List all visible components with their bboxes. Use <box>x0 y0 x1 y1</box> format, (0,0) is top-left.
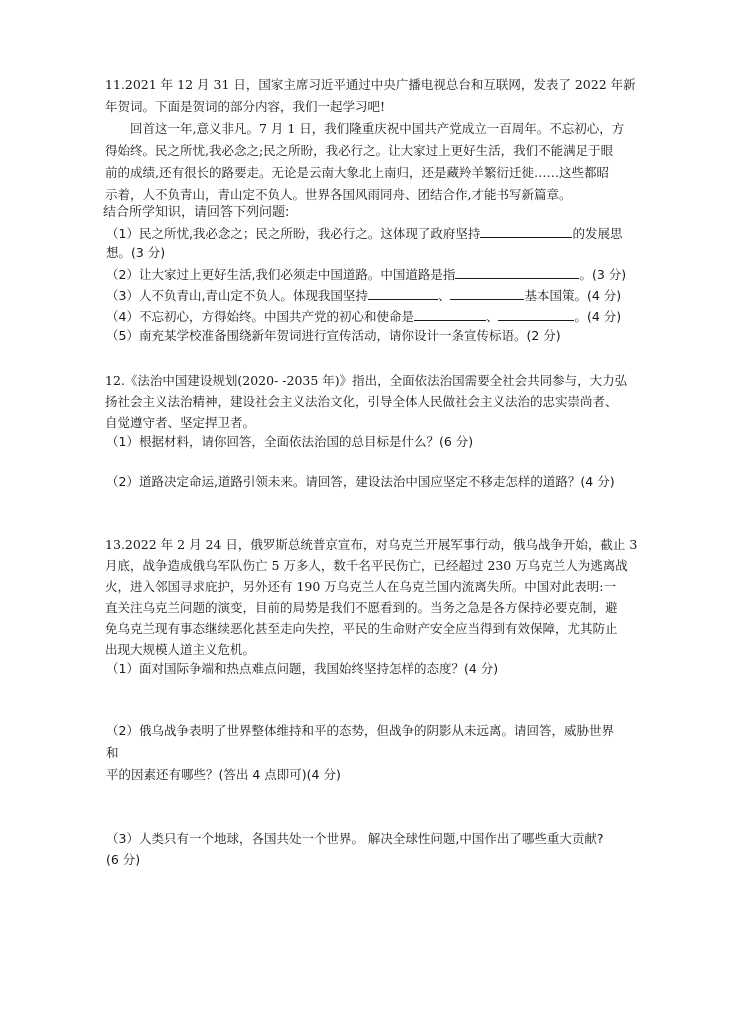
q13-stem-line-3: 火，进入邻国寻求庇护，另外还有 190 万乌克兰人在乌克兰国内流离失所。中国对此表明:一 <box>105 579 617 594</box>
q11-sub2-tail: 。(3 分) <box>579 267 627 282</box>
q13-stem-line-1: 13.2022 年 2 月 24 日，俄罗斯总统普京宣布，对乌克兰开展军事行动，俄乌战争开始，截止 3 <box>105 537 638 552</box>
q11-material-line-1: 回首这一年,意义非凡。7 月 1 日，我们隆重庆祝中国共产党成立一百周年。不忘初心，方 <box>130 121 625 136</box>
answer-blank[interactable] <box>450 287 524 300</box>
q11-sub3-sep: 、 <box>437 288 451 303</box>
q13-stem-line-4: 直关注乌克兰问题的演变，目前的局势是我们不愿看到的。当务之急是各方保持必要克制，避 <box>105 600 618 615</box>
q13-sub-question-2: （2）俄乌战争表明了世界整体维持和平的态势，但战争的阴影从未远离。请回答，威胁世界 <box>106 723 614 738</box>
q13-stem-line-5: 免乌克兰现有事态继续恶化甚至走向失控，平民的生命财产安全应当得到有效保障，尤其防止 <box>105 621 618 636</box>
q12-stem-line-1: 12.《法治中国建设规划(2020- -2035 年)》指出，全面依法治国需要全社会共同参与，大力弘 <box>105 373 628 388</box>
q13-sub-question-2-cont-2: 平的因素还有哪些？(答出 4 点即可)(4 分) <box>106 767 341 782</box>
q11-sub4-tail: 。(4 分) <box>574 309 622 324</box>
answer-blank[interactable] <box>455 266 579 279</box>
q11-sub-question-1 <box>106 225 622 242</box>
q11-sub-question-1-cont: 想。(3 分) <box>106 245 166 260</box>
q11-instruction: 结合所学知识，请回答下列问题: <box>103 205 290 220</box>
q11-sub-question-3 <box>106 287 621 304</box>
q11-sub-question-2 <box>106 266 626 283</box>
q11-sub4-text: （4）不忘初心，方得始终。中国共产党的初心和使命是 <box>106 309 414 324</box>
q13-sub-question-3-cont: (6 分) <box>106 852 141 867</box>
q13-stem-line-2: 月底，战争造成俄乌军队伤亡 5 万多人，数千名平民伤亡，已经超过 230 万乌克兰人为逃离战 <box>105 558 628 573</box>
q11-sub2-text: （2）让大家过上更好生活,我们必须走中国道路。中国道路是指 <box>106 267 456 282</box>
q11-stem-line-1: 11.2021 年 12 月 31 日，国家主席习近平通过中央广播电视总台和互联网，发表了 2022 年新 <box>105 77 636 92</box>
q11-sub1-tail: 的发展思 <box>572 226 623 241</box>
q11-sub-question-5: （5）南充某学校准备围绕新年贺词进行宣传活动，请你设计一条宣传标语。(2 分) <box>106 328 561 343</box>
q11-sub3-text: （3）人不负青山,青山定不负人。体现我国坚持 <box>106 288 368 303</box>
q11-sub1-text: （1）民之所忧,我必念之；民之所盼，我必行之。这体现了政府坚持 <box>106 226 481 241</box>
q11-sub-question-4 <box>106 308 621 325</box>
q11-material-line-3: 前的成绩,还有很长的路要走。无论是云南大象北上南归，还是藏羚羊繁衍迁徙……这些都昭 <box>105 165 609 180</box>
answer-blank[interactable] <box>480 225 572 238</box>
q12-sub-question-1: （1）根据材料，请你回答，全面依法治国的总目标是什么？(6 分) <box>106 434 474 449</box>
q12-stem-line-2: 扬社会主义法治精神，建设社会主义法治文化，引导全体人民做社会主义法治的忠实崇尚者、 <box>105 394 618 409</box>
q13-sub-question-2-cont: 和 <box>106 745 119 760</box>
q13-sub-question-1: （1）面对国际争端和热点难点问题，我国始终坚持怎样的态度？(4 分) <box>106 661 499 676</box>
answer-blank[interactable] <box>368 287 438 300</box>
q11-sub4-sep: 、 <box>485 309 499 324</box>
answer-blank[interactable] <box>498 308 574 321</box>
q11-stem-line-2: 年贺词。下面是贺词的部分内容，我们一起学习吧! <box>105 99 386 114</box>
q13-stem-line-6: 出现大规模人道主义危机。 <box>105 642 256 657</box>
q11-sub3-tail: 基本国策。(4 分) <box>524 288 622 303</box>
q11-material-line-2: 得始终。民之所忧,我必念之;民之所盼，我必行之。让大家过上更好生活，我们不能满足于眼 <box>105 143 614 158</box>
answer-blank[interactable] <box>414 308 486 321</box>
q13-sub-question-3: （3）人类只有一个地球，各国共处一个世界。 解决全球性问题,中国作出了哪些重大贡献? <box>106 831 604 846</box>
q11-material-line-4: 示着，人不负青山，青山定不负人。世界各国风雨同舟、团结合作,才能书写新篇章。 <box>105 187 572 202</box>
q12-sub-question-2: （2）道路决定命运,道路引领未来。请回答，建设法治中国应坚定不移走怎样的道路？(4 分) <box>106 474 615 489</box>
q12-stem-line-3: 自觉遵守者、坚定捍卫者。 <box>105 415 256 430</box>
